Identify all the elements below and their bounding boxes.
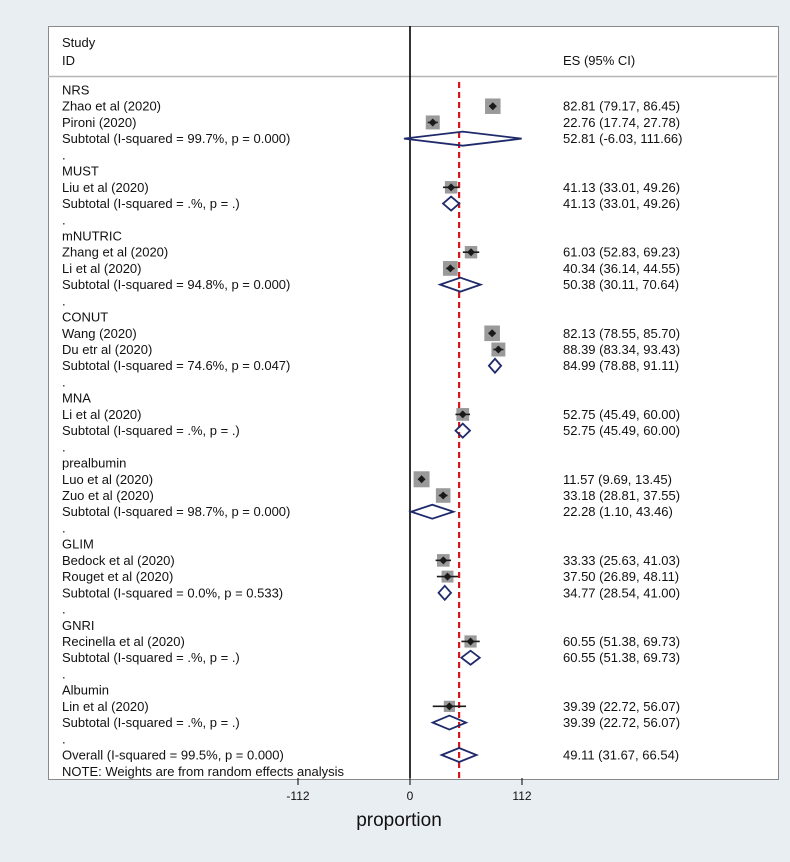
row-label-group: MNA — [62, 390, 91, 406]
row-label-blank: . — [62, 374, 66, 390]
es-ci-value: 22.76 (17.74, 27.78) — [563, 114, 681, 130]
row-label-group: prealbumin — [62, 455, 127, 471]
row-label-overall: Overall (I-squared = 99.5%, p = 0.000) — [62, 747, 284, 763]
es-ci-value: 39.39 (22.72, 56.07) — [563, 715, 681, 731]
row-label-study: Lin et al (2020) — [62, 698, 149, 714]
es-ci-value: 52.75 (45.49, 60.00) — [563, 406, 681, 422]
subtotal-diamond — [404, 132, 522, 146]
row-label-study: Wang (2020) — [62, 325, 137, 341]
row-label-study: Li et al (2020) — [62, 406, 142, 422]
x-axis-title: proportion — [356, 810, 442, 831]
row-label-study: Zuo et al (2020) — [62, 488, 154, 503]
es-ci-value: 82.13 (78.55, 85.70) — [563, 325, 681, 341]
x-tick-label: -112 — [286, 789, 310, 803]
row-label-study: Bedock et al (2020) — [62, 552, 175, 568]
row-label-study: Li et al (2020) — [62, 260, 142, 276]
row-label-group: Albumin — [62, 682, 109, 698]
row-label-study: Zhao et al (2020) — [62, 98, 162, 114]
row-label-study: Zhang et al (2020) — [62, 244, 169, 260]
row-label-subtotal: Subtotal (I-squared = 99.7%, p = 0.000) — [62, 131, 291, 147]
row-label-study: Rouget et al (2020) — [62, 569, 174, 585]
row-label-subtotal: Subtotal (I-squared = 94.8%, p = 0.000) — [62, 277, 291, 293]
es-ci-value: 40.34 (36.14, 44.55) — [563, 260, 681, 276]
row-label-study: Liu et al (2020) — [62, 179, 149, 195]
subtotal-diamond — [440, 278, 481, 292]
row-label-blank: . — [62, 147, 66, 163]
es-ci-value: 11.57 (9.69, 13.45) — [563, 471, 672, 487]
es-ci-value: 84.99 (78.88, 91.11) — [563, 358, 680, 374]
header-study: Study — [62, 35, 96, 50]
row-label-study: Du etr al (2020) — [62, 342, 153, 358]
row-label-group: CONUT — [62, 309, 109, 325]
row-label-blank: . — [62, 731, 66, 747]
x-tick-label: 0 — [406, 789, 414, 803]
es-ci-value: 37.50 (26.89, 48.11) — [563, 569, 680, 585]
row-label-group: MUST — [62, 163, 99, 179]
row-label-subtotal: Subtotal (I-squared = 74.6%, p = 0.047) — [62, 358, 291, 374]
es-ci-value: 52.75 (45.49, 60.00) — [563, 423, 681, 439]
es-ci-value: 88.39 (83.34, 93.43) — [563, 342, 681, 358]
header-es-ci: ES (95% CI) — [563, 53, 636, 68]
es-ci-value: 34.77 (28.54, 41.00) — [563, 585, 681, 601]
es-ci-value: 39.39 (22.72, 56.07) — [563, 698, 681, 714]
row-label-blank: . — [62, 293, 66, 309]
es-ci-value: 33.33 (25.63, 41.03) — [563, 552, 681, 568]
subtotal-diamond — [455, 424, 470, 438]
row-label-subtotal: Subtotal (I-squared = .%, p = .) — [62, 650, 240, 666]
row-label-study: Luo et al (2020) — [62, 471, 154, 487]
es-ci-value: 61.03 (52.83, 69.23) — [563, 244, 681, 260]
subtotal-diamond — [461, 651, 479, 665]
subtotal-diamond — [433, 716, 466, 730]
header-id: ID — [62, 53, 75, 68]
row-label-blank: . — [62, 520, 66, 536]
row-label-blank: . — [62, 666, 66, 682]
subtotal-diamond — [439, 586, 451, 600]
row-label-blank: . — [62, 212, 66, 228]
row-label-group: mNUTRIC — [62, 228, 122, 244]
row-label-study: Pironi (2020) — [62, 114, 137, 130]
row-label-group: NRS — [62, 82, 90, 98]
row-label-study: Recinella et al (2020) — [62, 633, 185, 649]
es-ci-value: 49.11 (31.67, 66.54) — [563, 747, 680, 763]
es-ci-value: 33.18 (28.81, 37.55) — [563, 488, 681, 503]
subtotal-diamond — [489, 359, 501, 373]
row-label-subtotal: Subtotal (I-squared = .%, p = .) — [62, 715, 240, 731]
row-label-subtotal: Subtotal (I-squared = .%, p = .) — [62, 423, 240, 439]
row-label-subtotal: Subtotal (I-squared = 0.0%, p = 0.533) — [62, 585, 284, 601]
row-label-subtotal: Subtotal (I-squared = 98.7%, p = 0.000) — [62, 504, 291, 520]
es-ci-value: 22.28 (1.10, 43.46) — [563, 504, 673, 520]
es-ci-value: 82.81 (79.17, 86.45) — [563, 98, 681, 114]
row-label-group: GNRI — [62, 617, 95, 633]
es-ci-value: 41.13 (33.01, 49.26) — [563, 196, 681, 212]
es-ci-value: 60.55 (51.38, 69.73) — [563, 633, 681, 649]
es-ci-value: 52.81 (-6.03, 111.66) — [563, 131, 683, 147]
subtotal-diamond — [443, 197, 459, 211]
es-ci-value: 60.55 (51.38, 69.73) — [563, 650, 681, 666]
es-ci-value: 41.13 (33.01, 49.26) — [563, 179, 681, 195]
row-label-blank: . — [62, 601, 66, 617]
weights-note: NOTE: Weights are from random effects analysis — [62, 764, 345, 779]
subtotal-diamond — [411, 505, 453, 519]
row-label-group: GLIM — [62, 536, 94, 552]
row-label-blank: . — [62, 439, 66, 455]
es-ci-value: 50.38 (30.11, 70.64) — [563, 277, 680, 293]
row-label-subtotal: Subtotal (I-squared = .%, p = .) — [62, 196, 240, 212]
x-tick-label: 112 — [512, 789, 532, 803]
